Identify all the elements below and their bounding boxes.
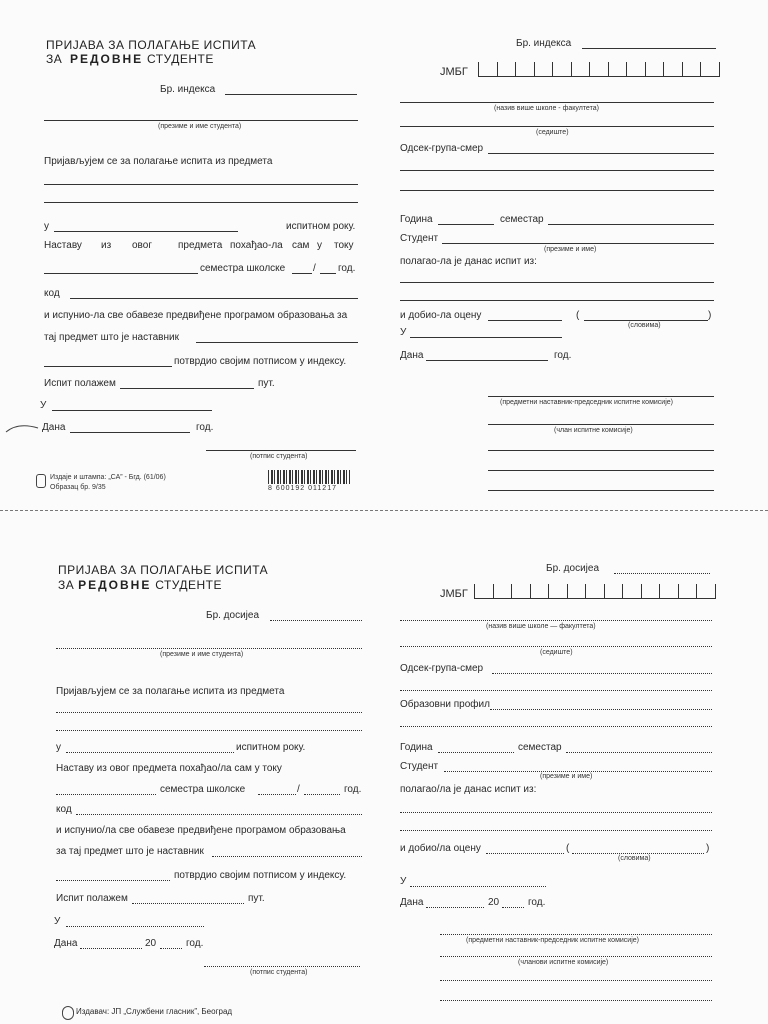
- top-right-city-field[interactable]: [410, 337, 562, 338]
- bottom-left-god: год.: [344, 784, 362, 795]
- bottom-left-put: пут.: [248, 893, 265, 904]
- top-right-school-field[interactable]: [400, 102, 714, 103]
- top-right-student-label: Студент: [400, 233, 439, 244]
- top-right-godina-field[interactable]: [438, 224, 494, 225]
- bottom-left-nastavu: Наставу из овог предмета похађао/ла сам у току: [56, 763, 282, 774]
- top-right-student-field[interactable]: [442, 243, 714, 244]
- top-left-predmeta: предмета: [178, 240, 223, 251]
- bottom-right-dana-label: Дана: [400, 897, 424, 908]
- top-right-god-label: год.: [554, 350, 572, 361]
- bottom-right-school-caption: (назив више школе — факултета): [486, 623, 596, 630]
- bottom-right-profil-field[interactable]: [490, 709, 712, 710]
- publisher-seal-icon: [62, 1006, 74, 1020]
- top-left-nastavnik-field[interactable]: [196, 342, 358, 343]
- bottom-left-signature-field[interactable]: [204, 966, 360, 967]
- top-left-nastavnik-field-2[interactable]: [44, 366, 172, 367]
- bottom-left-kod-field[interactable]: [76, 814, 362, 815]
- bottom-right-profil-label: Образовни профил: [400, 699, 490, 710]
- top-left-student-name-field[interactable]: [44, 120, 358, 121]
- bottom-right-member-sign-field[interactable]: [440, 956, 712, 957]
- top-left-kod: код: [44, 288, 60, 299]
- bottom-right-god-label: год.: [528, 897, 546, 908]
- bottom-left-city-field[interactable]: [66, 926, 204, 927]
- bottom-left-subject-line-1[interactable]: [56, 712, 362, 713]
- top-left-ispitnom-roku: испитном року.: [286, 221, 356, 232]
- top-right-jmbg-label: ЈМБГ: [440, 66, 468, 78]
- bottom-left-god2: год.: [186, 938, 204, 949]
- top-right-exam-line-1[interactable]: [400, 282, 714, 283]
- bottom-left-year-from-field[interactable]: [258, 794, 296, 795]
- bottom-right-profil-line-2[interactable]: [400, 726, 712, 727]
- top-right-odsek-line-2[interactable]: [400, 170, 714, 171]
- top-form-title-line1: ПРИЈАВА ЗА ПОЛАГАЊЕ ИСПИТА: [46, 38, 257, 52]
- perforation-cut-line: [0, 510, 768, 511]
- top-right-teacher-caption: (предметни наставник-председник испитне комисије): [500, 399, 673, 406]
- top-left-publisher: Издаје и штампа: „СА” - Бгд. (61/06): [50, 474, 166, 481]
- top-right-br-indeksa-field[interactable]: [582, 48, 716, 49]
- bottom-right-member-line-3[interactable]: [440, 1000, 712, 1001]
- top-left-potvrdio: потврдио својим потписом у индексу.: [174, 356, 347, 367]
- top-left-put: пут.: [258, 378, 275, 389]
- top-left-toku: току: [334, 240, 354, 251]
- top-left-student-name-caption: (презиме и име студента): [158, 123, 242, 130]
- top-right-semestar-field[interactable]: [548, 224, 714, 225]
- bottom-left-ispitnom-roku: испитном року.: [236, 742, 306, 753]
- bottom-right-br-dosijea-field[interactable]: [614, 573, 710, 574]
- bottom-left-semestra-skolske: семестра школске: [160, 784, 246, 795]
- bottom-right-exam-line-2[interactable]: [400, 830, 712, 831]
- bottom-right-grade-words-field[interactable]: [572, 853, 704, 854]
- bottom-right-city-field[interactable]: [410, 886, 546, 887]
- bottom-right-members-caption: (чланови испитне комисије): [518, 959, 609, 966]
- bottom-left-rok-field[interactable]: [66, 752, 234, 753]
- bottom-right-date-field[interactable]: [426, 907, 484, 908]
- bottom-left-ispit-polazem: Испит полажем: [56, 893, 128, 904]
- bottom-right-paren-close: ): [706, 843, 710, 854]
- bottom-left-br-dosijea-field[interactable]: [270, 620, 362, 621]
- bottom-left-signature-caption: (потпис студента): [250, 969, 308, 976]
- top-right-semestar-label: семестар: [500, 214, 544, 225]
- top-right-dana-label: Дана: [400, 350, 424, 361]
- top-left-slash: /: [313, 263, 316, 274]
- top-left-nastavu: Наставу: [44, 240, 82, 251]
- top-left-date-field[interactable]: [70, 432, 190, 433]
- top-left-dana: Дана: [42, 422, 66, 433]
- top-right-polagao-label: полагао-ла је данас испит из:: [400, 256, 537, 267]
- top-left-pohadjao: похађао-ла: [230, 240, 283, 251]
- bottom-right-u-label: У: [400, 876, 407, 887]
- top-left-ovog: овог: [132, 240, 152, 251]
- top-left-kod-field[interactable]: [70, 298, 358, 299]
- bottom-left-dana: Дана: [54, 938, 78, 949]
- top-right-jmbg-boxes[interactable]: [478, 62, 720, 77]
- bottom-left-prijavljujem-text: Пријављујем се за полагање испита из предмета: [56, 686, 285, 697]
- bottom-right-20: 20: [488, 897, 500, 908]
- bottom-form-title-line1: ПРИЈАВА ЗА ПОЛАГАЊЕ ИСПИТА: [58, 563, 269, 577]
- bottom-left-student-name-caption: (презиме и име студента): [160, 651, 244, 658]
- top-left-city-field[interactable]: [52, 410, 212, 411]
- bottom-left-u-city: У: [54, 916, 61, 927]
- bottom-right-exam-line-1[interactable]: [400, 812, 712, 813]
- top-right-odsek-field[interactable]: [488, 153, 714, 154]
- top-right-paren-open: (: [576, 310, 580, 321]
- top-left-year-to-field[interactable]: [320, 273, 336, 274]
- bottom-right-teacher-caption: (предметни наставник-председник испитне комисије): [466, 937, 639, 944]
- bottom-left-subject-line-2[interactable]: [56, 730, 362, 731]
- top-left-taj-predmet: тај предмет што је наставник: [44, 332, 179, 343]
- bottom-left-br-dosijea-label: Бр. досијеа: [206, 610, 260, 621]
- top-left-signature-caption: (потпис студента): [250, 453, 308, 460]
- top-right-teacher-sign-field[interactable]: [488, 396, 714, 397]
- bottom-right-grade-field[interactable]: [486, 853, 564, 854]
- bottom-right-school-field[interactable]: [400, 620, 712, 621]
- top-right-grade-field[interactable]: [488, 320, 562, 321]
- top-left-sam: сам: [292, 240, 310, 251]
- bottom-left-taj-predmet: за тај предмет што је наставник: [56, 846, 204, 857]
- top-left-year-from-field[interactable]: [292, 273, 312, 274]
- bottom-left-publisher: Издавач: ЈП „Службени гласник”, Београд: [76, 1007, 233, 1016]
- top-left-u-city: У: [40, 400, 47, 411]
- bottom-right-jmbg-boxes[interactable]: [474, 584, 716, 599]
- bottom-left-u-label: у: [56, 742, 61, 753]
- bottom-left-year-field[interactable]: [160, 948, 182, 949]
- bottom-left-date-field[interactable]: [80, 948, 142, 949]
- bottom-form-title-line2: ЗА РЕДОВНЕ СТУДЕНТЕ: [58, 578, 222, 592]
- bottom-left-semestar-field[interactable]: [56, 794, 156, 795]
- bottom-right-br-dosijea-label: Бр. досијеа: [546, 563, 600, 574]
- top-left-obrazac: Образац бр. 9/35: [50, 484, 106, 491]
- bottom-right-semestar-field[interactable]: [566, 752, 712, 753]
- bottom-left-nastavnik-field[interactable]: [212, 856, 362, 857]
- top-right-seat-caption: (седиште): [536, 129, 569, 136]
- bottom-right-student-field[interactable]: [444, 771, 712, 772]
- publisher-logo-icon: [36, 474, 46, 488]
- bottom-right-jmbg-label: ЈМБГ: [440, 588, 468, 600]
- bottom-right-odsek-line-2[interactable]: [400, 690, 712, 691]
- top-right-school-caption: (назив више школе - факултета): [494, 105, 599, 112]
- top-left-subject-line-2[interactable]: [44, 202, 358, 203]
- bottom-right-godina-field[interactable]: [438, 752, 514, 753]
- top-form-title-line2: ЗА РЕДОВНЕ СТУДЕНТЕ: [46, 52, 214, 66]
- top-left-barcode-number: 8 600192 011217: [268, 485, 337, 492]
- bottom-right-semestar-label: семестар: [518, 742, 562, 753]
- top-right-member-line-2[interactable]: [488, 450, 714, 451]
- bottom-right-polagao-label: полагао/ла је данас испит из:: [400, 784, 537, 795]
- top-right-member-line-4[interactable]: [488, 490, 714, 491]
- top-right-member-line-3[interactable]: [488, 470, 714, 471]
- bottom-left-put-field[interactable]: [132, 903, 244, 904]
- top-right-date-field[interactable]: [426, 360, 548, 361]
- barcode-icon: [268, 470, 350, 484]
- top-left-god2: год.: [196, 422, 214, 433]
- top-right-paren-close: ): [708, 310, 712, 321]
- bottom-left-potvrdio: потврдио својим потписом у индексу.: [174, 870, 347, 881]
- bottom-right-student-label: Студент: [400, 761, 439, 772]
- top-left-signature-field[interactable]: [206, 450, 356, 451]
- bottom-left-nastavnik-field-2[interactable]: [56, 880, 170, 881]
- bottom-right-godina-label: Година: [400, 742, 433, 753]
- top-left-god: год.: [338, 263, 356, 274]
- bottom-left-slash: /: [297, 784, 300, 795]
- bottom-right-member-line-2[interactable]: [440, 980, 712, 981]
- top-left-u-label: у: [44, 221, 49, 232]
- pen-mark-icon: [4, 420, 44, 440]
- bottom-right-seat-field[interactable]: [400, 646, 712, 647]
- top-left-put-field[interactable]: [120, 388, 254, 389]
- top-right-godina-label: Година: [400, 214, 433, 225]
- bottom-right-dobio-label: и добио/ла оцену: [400, 843, 481, 854]
- top-right-student-caption: (презиме и име): [544, 246, 597, 253]
- bottom-right-slovima-caption: (словима): [618, 855, 651, 862]
- bottom-right-seat-caption: (седиште): [540, 649, 573, 656]
- top-left-ispunio: и испунио-ла све обавезе предвиђене програмом образовања за: [44, 310, 348, 321]
- top-left-subject-line-1[interactable]: [44, 184, 358, 185]
- top-right-slovima-caption: (словима): [628, 322, 661, 329]
- bottom-left-year-to-field[interactable]: [304, 794, 340, 795]
- top-right-exam-line-2[interactable]: [400, 300, 714, 301]
- top-left-semestra-skolske: семестра школске: [200, 263, 286, 274]
- top-left-ispit-polazem: Испит полажем: [44, 378, 116, 389]
- bottom-left-ispunio: и испунио/ла све обавезе предвиђене програмом образовања: [56, 825, 346, 836]
- bottom-right-year-field[interactable]: [502, 907, 524, 908]
- top-left-semestar-field[interactable]: [44, 273, 198, 274]
- top-left-br-indeksa-field[interactable]: [225, 94, 357, 95]
- top-right-member-sign-field[interactable]: [488, 424, 714, 425]
- bottom-left-20: 20: [145, 938, 157, 949]
- top-right-odsek-line-3[interactable]: [400, 190, 714, 191]
- bottom-left-student-name-field[interactable]: [56, 648, 362, 649]
- top-left-u2: у: [317, 240, 322, 251]
- top-left-iz: из: [101, 240, 112, 251]
- top-right-odsek-label: Одсек-група-смер: [400, 143, 484, 154]
- bottom-left-kod: код: [56, 804, 72, 815]
- bottom-right-odsek-field[interactable]: [492, 673, 712, 674]
- top-left-br-indeksa-label: Бр. индекса: [160, 84, 216, 95]
- bottom-right-paren-open: (: [566, 843, 570, 854]
- top-right-member-caption: (члан испитне комисије): [554, 427, 633, 434]
- top-left-prijavljujem-text: Пријављујем се за полагање испита из предмета: [44, 156, 273, 167]
- bottom-right-teacher-sign-field[interactable]: [440, 934, 712, 935]
- top-right-grade-words-field[interactable]: [584, 320, 708, 321]
- top-right-dobio-label: и добио-ла оцену: [400, 310, 482, 321]
- top-right-seat-field[interactable]: [400, 126, 714, 127]
- bottom-right-student-caption: (презиме и име): [540, 773, 593, 780]
- top-right-u-label: У: [400, 327, 407, 338]
- bottom-right-odsek-label: Одсек-група-смер: [400, 663, 484, 674]
- top-right-br-indeksa-label: Бр. индекса: [516, 38, 572, 49]
- top-left-rok-field[interactable]: [54, 231, 238, 232]
